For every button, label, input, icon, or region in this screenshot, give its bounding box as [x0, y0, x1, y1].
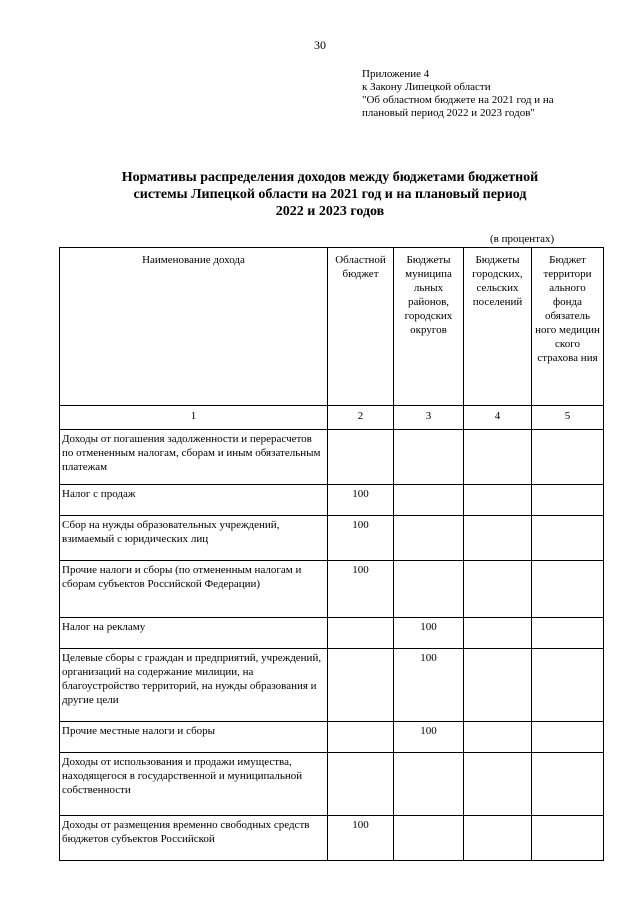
percent-cell — [328, 618, 394, 649]
units-note: (в процентах) — [490, 233, 555, 245]
percent-cell — [394, 485, 464, 516]
table-row — [60, 722, 604, 753]
header-medical-insurance-fund: Бюджет территори ального фонда обязатель ного медицин ского страхова ния — [532, 248, 604, 406]
percent-cell: 100 — [328, 516, 394, 561]
appendix-line: плановый период 2022 и 2023 годов" — [362, 107, 535, 119]
income-name-cell: Налог на рекламу — [60, 618, 328, 649]
title-line: Нормативы распределения доходов между бюджетами бюджетной — [121, 170, 539, 185]
appendix-line: "Об областном бюджете на 2021 год и на — [362, 94, 554, 106]
percent-cell — [464, 753, 532, 816]
percent-cell: 100 — [328, 485, 394, 516]
appendix-line: к Закону Липецкой области — [362, 81, 491, 93]
table-row — [60, 753, 604, 816]
column-number-row — [60, 406, 604, 430]
document-title — [100, 169, 560, 220]
income-name-cell: Налог с продаж — [60, 485, 328, 516]
percent-cell — [328, 649, 394, 722]
percent-cell: 100 — [328, 561, 394, 618]
percent-cell — [464, 618, 532, 649]
percent-cell: 100 — [328, 816, 394, 861]
percent-cell — [532, 722, 604, 753]
table-row — [60, 561, 604, 618]
income-name-cell: Прочие местные налоги и сборы — [60, 722, 328, 753]
income-name-cell: Доходы от использования и продажи имущества, находящегося в государственной и муниципальной собственности — [60, 753, 328, 816]
percent-cell: 100 — [394, 649, 464, 722]
header-municipal-budgets: Бюджеты муниципа льных районов, городских округов — [394, 248, 464, 406]
title-line: 2022 и 2023 годов — [275, 204, 385, 219]
column-number: 2 — [328, 406, 394, 430]
header-row — [60, 248, 604, 406]
appendix-note — [362, 68, 554, 120]
column-number: 4 — [464, 406, 532, 430]
table-row — [60, 816, 604, 861]
page-number: 30 — [314, 38, 326, 52]
percent-cell — [394, 430, 464, 485]
income-name-cell: Доходы от погашения задолженности и перерасчетов по отмененным налогам, сборам и иным обязательным платежам — [60, 430, 328, 485]
percent-cell — [532, 753, 604, 816]
percent-cell — [328, 753, 394, 816]
percent-cell — [532, 516, 604, 561]
header-income-name: Наименование дохода — [60, 248, 328, 406]
percent-cell: 100 — [394, 618, 464, 649]
percent-cell — [532, 430, 604, 485]
percent-cell — [328, 430, 394, 485]
income-name-cell: Доходы от размещения временно свободных средств бюджетов субъектов Российской — [60, 816, 328, 861]
percent-cell — [394, 753, 464, 816]
percent-cell — [532, 561, 604, 618]
percent-cell — [532, 618, 604, 649]
table-row — [60, 618, 604, 649]
percent-cell — [394, 561, 464, 618]
table-row — [60, 485, 604, 516]
percent-cell — [394, 516, 464, 561]
income-name-cell: Целевые сборы с граждан и предприятий, учреждений, организаций на содержание милиции, на благоустройство территорий, на нужды образования и другие цели — [60, 649, 328, 722]
percent-cell — [328, 722, 394, 753]
income-distribution-table — [59, 247, 604, 861]
table-row — [60, 516, 604, 561]
percent-cell — [464, 430, 532, 485]
percent-cell — [464, 649, 532, 722]
percent-cell — [464, 485, 532, 516]
percent-cell — [532, 649, 604, 722]
percent-cell — [394, 816, 464, 861]
header-regional-budget: Областной бюджет — [328, 248, 394, 406]
appendix-line: Приложение 4 — [362, 68, 430, 80]
income-name-cell: Сбор на нужды образовательных учреждений, взимаемый с юридических лиц — [60, 516, 328, 561]
percent-cell — [464, 561, 532, 618]
percent-cell — [464, 816, 532, 861]
percent-cell — [464, 516, 532, 561]
header-settlement-budgets: Бюджеты городских, сельских поселений — [464, 248, 532, 406]
column-number: 1 — [60, 406, 328, 430]
percent-cell — [532, 485, 604, 516]
table-row — [60, 430, 604, 485]
percent-cell: 100 — [394, 722, 464, 753]
table-row — [60, 649, 604, 722]
percent-cell — [464, 722, 532, 753]
percent-cell — [532, 816, 604, 861]
title-line: системы Липецкой области на 2021 год и на плановый период — [133, 187, 527, 202]
column-number: 3 — [394, 406, 464, 430]
income-name-cell: Прочие налоги и сборы (по отмененным налогам и сборам субъектов Российской Федерации) — [60, 561, 328, 618]
column-number: 5 — [532, 406, 604, 430]
